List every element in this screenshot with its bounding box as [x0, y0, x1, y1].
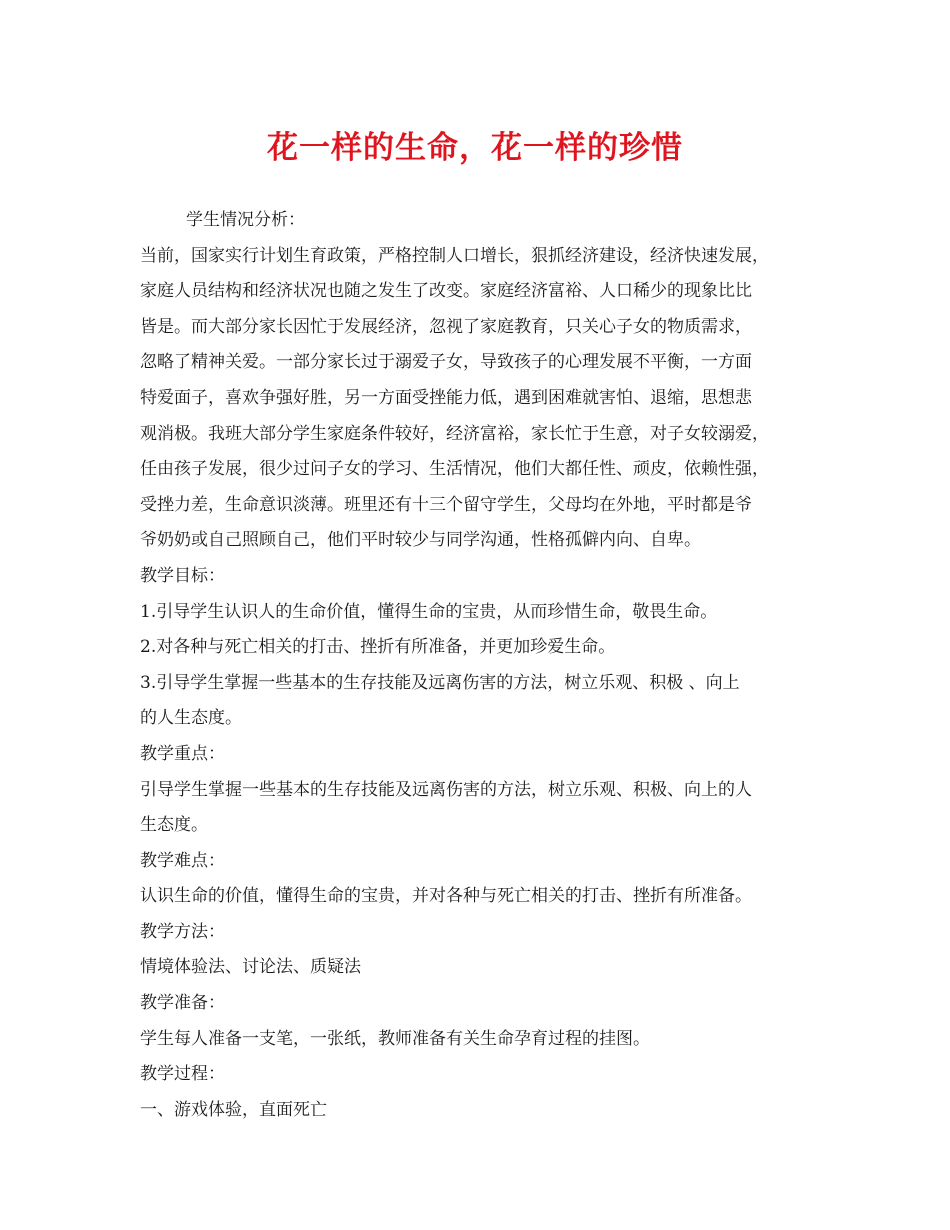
document-title: 花一样的生命，花一样的珍惜 [267, 130, 683, 166]
paragraph-line: 受挫力差，生命意识淡薄。班里还有十三个留守学生，父母均在外地，平时都是爷 [140, 494, 752, 515]
section-heading-teaching-goals: 教学目标： [140, 565, 225, 586]
section-heading-preparation: 教学准备： [140, 993, 225, 1014]
section-heading-process: 教学过程： [140, 1064, 225, 1085]
paragraph-line: 当前，国家实行计划生育政策，严格控制人口增长，狠抓经济建设，经济快速发展， [140, 245, 769, 266]
paragraph-line: 任由孩子发展，很少过问子女的学习、生活情况，他们大都任性、顽皮，依赖性强， [140, 459, 769, 480]
section-heading-student-analysis: 学生情况分析： [186, 210, 305, 230]
paragraph-line: 特爱面子，喜欢争强好胜，另一方面受挫能力低，遇到困难就害怕、退缩，思想悲 [140, 387, 752, 408]
paragraph-line: 家庭人员结构和经济状况也随之发生了改变。家庭经济富裕、人口稀少的现象比比 [140, 281, 752, 302]
paragraph-line: 学生每人准备一支笔，一张纸，教师准备有关生命孕育过程的挂图。 [140, 1028, 650, 1049]
goal-item-continuation: 的人生态度。 [140, 708, 242, 729]
section-heading-key-points: 教学重点： [140, 743, 225, 764]
paragraph-line: 情境体验法、讨论法、质疑法 [140, 957, 361, 978]
paragraph-line: 皆是。而大部分家长因忙于发展经济，忽视了家庭教育，只关心子女的物质需求， [140, 316, 752, 337]
goal-item: 3.引导学生掌握一些基本的生存技能及远离伤害的方法，树立乐观、积极 、向上 [140, 672, 740, 693]
paragraph-line: 忽略了精神关爱。一部分家长过于溺爱子女，导致孩子的心理发展不平衡，一方面 [140, 352, 752, 373]
paragraph-line: 引导学生掌握一些基本的生存技能及远离伤害的方法，树立乐观、积极、向上的人 [140, 779, 752, 800]
paragraph-line: 爷奶奶或自己照顾自己，他们平时较少与同学沟通，性格孤僻内向、自卑。 [140, 530, 701, 551]
goal-item: 1.引导学生认识人的生命价值，懂得生命的宝贵，从而珍惜生命，敬畏生命。 [140, 601, 718, 622]
paragraph-line: 观消极。我班大部分学生家庭条件较好，经济富裕，家长忙于生意，对子女较溺爱， [140, 423, 769, 444]
subsection-heading: 一、游戏体验，直面死亡 [140, 1099, 327, 1120]
section-heading-difficulties: 教学难点： [140, 850, 225, 871]
section-heading-methods: 教学方法： [140, 921, 225, 942]
paragraph-line: 生态度。 [140, 815, 208, 836]
paragraph-line: 认识生命的价值，懂得生命的宝贵，并对各种与死亡相关的打击、挫折有所准备。 [140, 886, 752, 907]
document-body [140, 203, 830, 1128]
goal-item: 2.对各种与死亡相关的打击、挫折有所准备，并更加珍爱生命。 [140, 637, 616, 658]
